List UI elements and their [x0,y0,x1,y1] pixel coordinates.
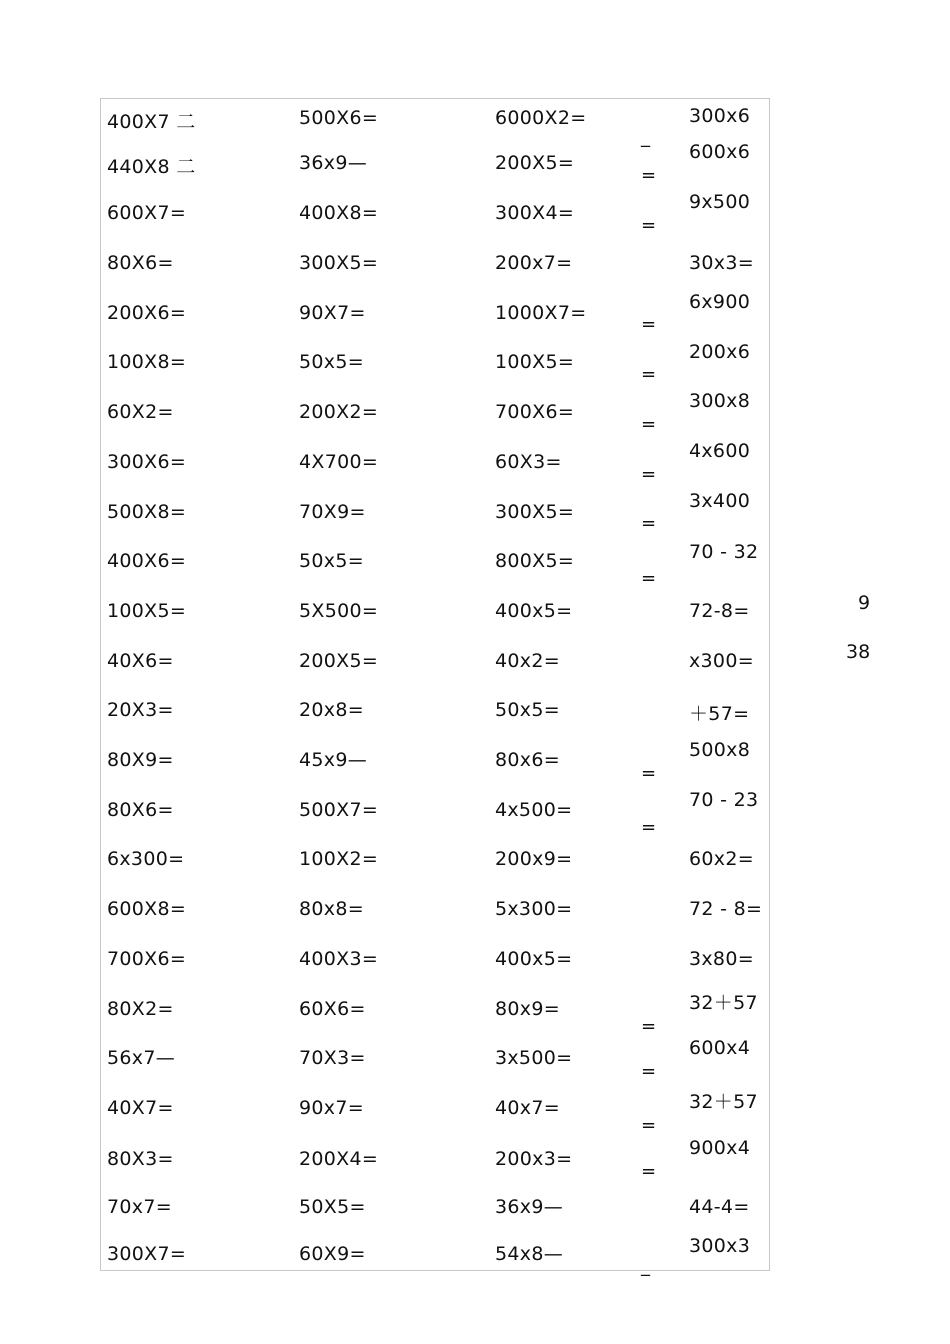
math-problem: 20Ⅹ3= [107,699,174,721]
math-problem: 36x9— [299,152,368,174]
math-problem: 600Ⅹ8= [107,898,187,920]
math-problem: 50x5= [495,699,560,721]
math-problem: 80Ⅹ3= [107,1148,174,1170]
math-problem: 54x8— [495,1243,564,1265]
math-problem: 60Ⅹ3= [495,451,562,473]
math-problem: 90Ⅹ7= [299,302,366,324]
math-problem: 500Ⅹ7= [299,799,379,821]
math-problem: 80x9= [495,998,560,1020]
math-problem: 20x8= [299,699,364,721]
side-note: 9 [858,592,871,614]
math-problem: 36x9— [495,1196,564,1218]
math-problem: 100Ⅹ5= [107,600,187,622]
math-problem: 72 - 8= [689,898,763,920]
math-problem: 200x3= [495,1148,573,1170]
answer-mark: = [641,763,657,784]
answer-mark: = [641,464,657,485]
math-problem: 500Ⅹ8= [107,501,187,523]
math-problem: 300Ⅹ4= [495,202,575,224]
math-problem: 30x3= [689,252,754,274]
math-problem: 5Ⅹ500= [299,600,379,622]
math-problem: 300x6 [689,105,751,127]
math-problem: 3x500= [495,1047,573,1069]
math-problem: 40x7= [495,1097,560,1119]
math-problem: 100Ⅹ8= [107,351,187,373]
worksheet-table [100,98,770,1277]
math-problem: 70 - 32 [689,541,759,563]
math-problem: 200Ⅹ4= [299,1148,379,1170]
math-problem: 80Ⅹ6= [107,799,174,821]
math-problem: 200x7= [495,252,573,274]
math-problem: 300Ⅹ5= [299,252,379,274]
math-problem: 400x5= [495,600,573,622]
math-problem: 60Ⅹ2= [107,401,174,423]
answer-mark: = [641,215,657,236]
math-problem: ＋57= [689,703,750,725]
answer-mark: _ [641,127,651,148]
math-problem: 40Ⅹ7= [107,1097,174,1119]
math-problem: 72-8= [689,600,750,622]
math-problem: 50x5= [299,550,364,572]
answer-mark: = [641,364,657,385]
math-problem: 32＋57 [689,992,758,1014]
math-problem: 440Ⅹ8 二 [107,156,196,178]
math-problem: 200x9= [495,848,573,870]
answer-mark: = [641,568,657,589]
math-problem: 200Ⅹ2= [299,401,379,423]
math-problem: 400x5= [495,948,573,970]
math-problem: 6000Ⅹ2= [495,107,587,129]
answer-mark: _ [641,1256,651,1277]
math-problem: 80Ⅹ2= [107,998,174,1020]
math-problem: 80x8= [299,898,364,920]
answer-mark: = [641,1161,657,1182]
math-problem: 200Ⅹ6= [107,302,187,324]
math-problem: 6x300= [107,848,185,870]
math-problem: 90x7= [299,1097,364,1119]
math-problem: 4Ⅹ700= [299,451,379,473]
math-problem: 500Ⅹ6= [299,107,379,129]
math-problem: x300= [689,650,754,672]
math-problem: 400Ⅹ7 二 [107,111,196,133]
math-problem: 700Ⅹ6= [495,401,575,423]
math-problem: 200x6 [689,341,751,363]
math-problem: 50Ⅹ5= [299,1196,366,1218]
math-problem: 600x6 [689,141,751,163]
answer-mark: = [641,513,657,534]
math-problem: 3x400 [689,490,751,512]
math-problem: 44-4= [689,1196,750,1218]
math-problem: 300Ⅹ7= [107,1243,187,1265]
math-problem: 600Ⅹ7= [107,202,187,224]
math-problem: 50x5= [299,351,364,373]
math-problem: 4x500= [495,799,573,821]
math-problem: 300Ⅹ5= [495,501,575,523]
math-problem: 70x7= [107,1196,172,1218]
answer-mark: = [641,1061,657,1082]
math-problem: 200Ⅹ5= [495,152,575,174]
math-problem: 40Ⅹ6= [107,650,174,672]
math-problem: 80Ⅹ9= [107,749,174,771]
math-problem: 1000Ⅹ7= [495,302,587,324]
math-problem: 900x4 [689,1137,751,1159]
math-problem: 9x500 [689,191,751,213]
math-problem: 600x4 [689,1037,751,1059]
math-problem: 70Ⅹ3= [299,1047,366,1069]
math-problem: 400Ⅹ3= [299,948,379,970]
math-problem: 80Ⅹ6= [107,252,174,274]
answer-mark: = [641,165,657,186]
math-problem: 400Ⅹ8= [299,202,379,224]
answer-mark: = [641,414,657,435]
math-problem: 4x600 [689,440,751,462]
math-problem: 6x900 [689,291,751,313]
answer-mark: = [641,1115,657,1136]
math-problem: 300x8 [689,390,751,412]
math-problem: 800Ⅹ5= [495,550,575,572]
math-problem: 3x80= [689,948,754,970]
answer-mark: = [641,314,657,335]
math-problem: 60Ⅹ9= [299,1243,366,1265]
math-problem: 200Ⅹ5= [299,650,379,672]
math-problem: 45x9— [299,749,368,771]
answer-mark: = [641,1016,657,1037]
math-problem: 300x3 [689,1235,751,1257]
math-problem: 70 - 23 [689,789,759,811]
math-problem: 100Ⅹ5= [495,351,575,373]
math-problem: 40x2= [495,650,560,672]
math-problem: 400Ⅹ6= [107,550,187,572]
math-problem: 100Ⅹ2= [299,848,379,870]
math-problem: 80x6= [495,749,560,771]
math-problem: 5x300= [495,898,573,920]
answer-mark: = [641,817,657,838]
side-note: 38 [846,641,871,663]
math-problem: 56x7— [107,1047,176,1069]
math-problem: 60x2= [689,848,754,870]
math-problem: 32＋57 [689,1091,758,1113]
math-problem: 700Ⅹ6= [107,948,187,970]
math-problem: 60Ⅹ6= [299,998,366,1020]
math-problem: 500x8 [689,739,751,761]
math-problem: 70Ⅹ9= [299,501,366,523]
math-problem: 300Ⅹ6= [107,451,187,473]
